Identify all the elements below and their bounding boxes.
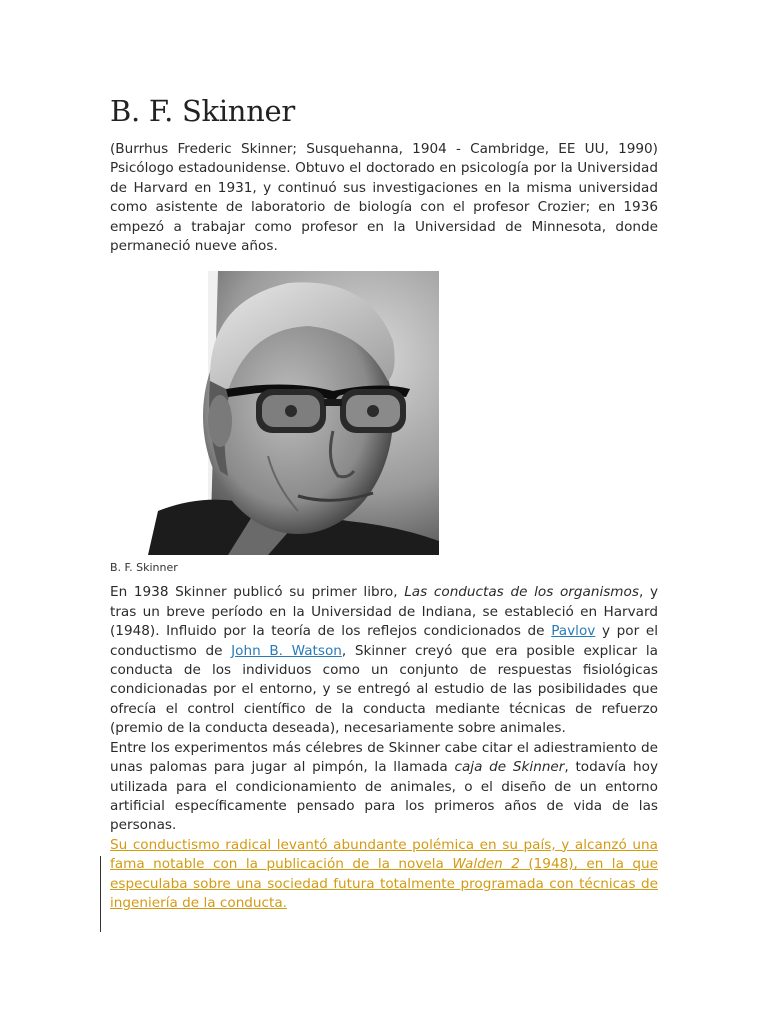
text-span: , todavía hoy utilizada para el condicionamiento de animales, o el diseño de un entorno artificial específicamente pensado para los primeros años de vida de las personas. [110,759,658,834]
highlighted-paragraph [110,836,658,914]
text-span: En 1938 Skinner publicó su primer libro, [110,584,405,601]
text-span: , y tras un breve período en la Universidad de Indiana, se estableció en Harvard (1948). Influido por la teoría de los reflejos condicionados de [110,584,658,640]
pavlov-link[interactable]: Pavlov [551,623,596,640]
watson-link[interactable]: John B. Watson [231,642,342,659]
text-span: Entre los experimentos más célebres de Skinner cabe citar el adiestramiento de unas palomas para jugar al pimpón, la llamada [110,739,658,776]
paragraph-early-career [110,583,658,738]
portrait-image [148,271,439,555]
paragraph-experiments [110,739,658,836]
photo-caption: B. F. Skinner [110,561,178,575]
text-span: , Skinner creyó que era posible explicar la conducta de los individuos como un conjunto de respuestas fisiológicas condicionadas por el entorno, y se entregó al estudio de las posibilidades que ofrecía el control científico de la conducta mediante técnicas de refuerzo (premio de la conducta deseada), necesariamente sobre animales. [110,642,658,737]
portrait-photo [148,271,439,555]
book-title: Las conductas de los organismos [404,584,639,601]
text-span: (1948), en la que especulaba sobre una sociedad futura totalmente programada con técnicas de ingeniería de la conducta. [110,856,658,911]
document-page [110,92,658,913]
skinner-box-term: caja de Skinner [454,759,565,776]
novel-title: Walden 2 [452,856,520,873]
text-span: Su conductismo radical levantó abundante polémica en su país, y alcanzó una fama notable con la publicación de la novela [110,836,658,873]
intro-paragraph: (Burrhus Frederic Skinner; Susquehanna, 1904 - Cambridge, EE UU, 1990) Psicólogo estadounidense. Obtuvo el doctorado en psicología por la Universidad de Harvard en 1931, y continuó sus investigaciones en la misma universidad como asistente de laboratorio de biología con el profesor Crozier; en 1936 empezó a trabajar como profesor en la Universidad de Minnesota, donde permaneció nueve años. [110,141,658,255]
page-title: B. F. Skinner [110,94,295,128]
text-span: y por el conductismo de [110,623,659,659]
highlight-marker [100,856,101,932]
